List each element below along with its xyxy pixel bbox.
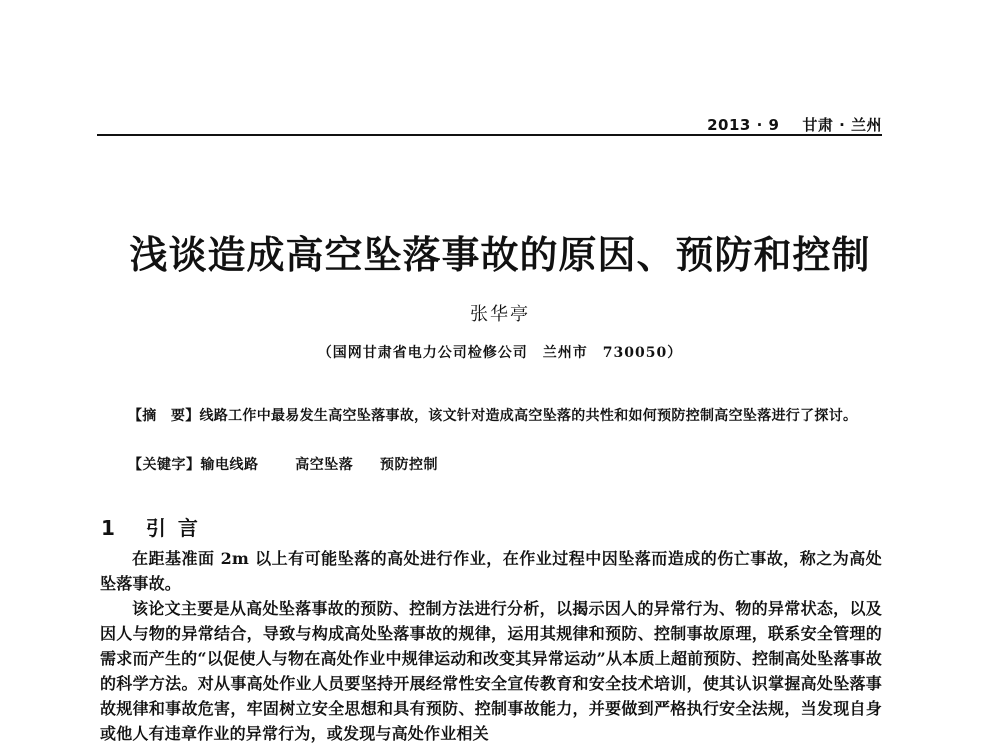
article-title: 浅谈造成高空坠落事故的原因、预防和控制	[129, 232, 871, 277]
body-text	[100, 546, 882, 746]
section-heading	[101, 512, 210, 541]
section-title: 引言	[145, 516, 210, 540]
keyword-2: 高空坠落	[295, 457, 354, 473]
abstract-text: 线路工作中最易发生高空坠落事故，该文针对造成高空坠落的共性和如何预防控制高空坠落进行了探讨。	[199, 408, 858, 424]
header-meta	[707, 114, 882, 135]
keyword-3: 预防控制	[380, 457, 438, 473]
paragraph: 该论文主要是从高处坠落事故的预防、控制方法进行分析，以揭示因人的异常行为、物的异常状态，以及因人与物的异常结合，导致与构成高处坠落事故的规律，运用其规律和预防、控制事故原理，联系安全管理的需求而产生的“以促使人与物在高处作业中规律运动和改变其异常运动”从本质上超前预防、控制高处坠落事故的科学方法。对从事高处作业人员要坚持开展经常性安全宣传教育和安全技术培训，使其认识掌握高处坠落事故规律和事故危害，牢固树立安全思想和具有预防、控制事故能力，并要做到严格执行安全法规，当发现自身或他人有违章作业的异常行为，或发现与高处作业相关	[100, 599, 882, 743]
keyword-1: 输电线路	[200, 457, 259, 473]
issue-date: 2013 · 9	[707, 116, 780, 134]
conference-location: 甘肃 · 兰州	[802, 116, 882, 134]
author: 张华亭	[470, 304, 530, 325]
header-rule	[97, 134, 882, 136]
abstract	[100, 404, 882, 428]
affiliation: （国网甘肃省电力公司检修公司 兰州市 730050）	[317, 345, 683, 361]
keywords-label: 【关键字】	[128, 457, 201, 473]
abstract-label: 【摘 要】	[128, 408, 200, 424]
keywords	[128, 454, 438, 474]
section-number: 1	[101, 516, 127, 540]
paragraph: 在距基准面 2m 以上有可能坠落的高处进行作业，在作业过程中因坠落而造成的伤亡事故，称之为高处坠落事故。	[100, 549, 882, 593]
